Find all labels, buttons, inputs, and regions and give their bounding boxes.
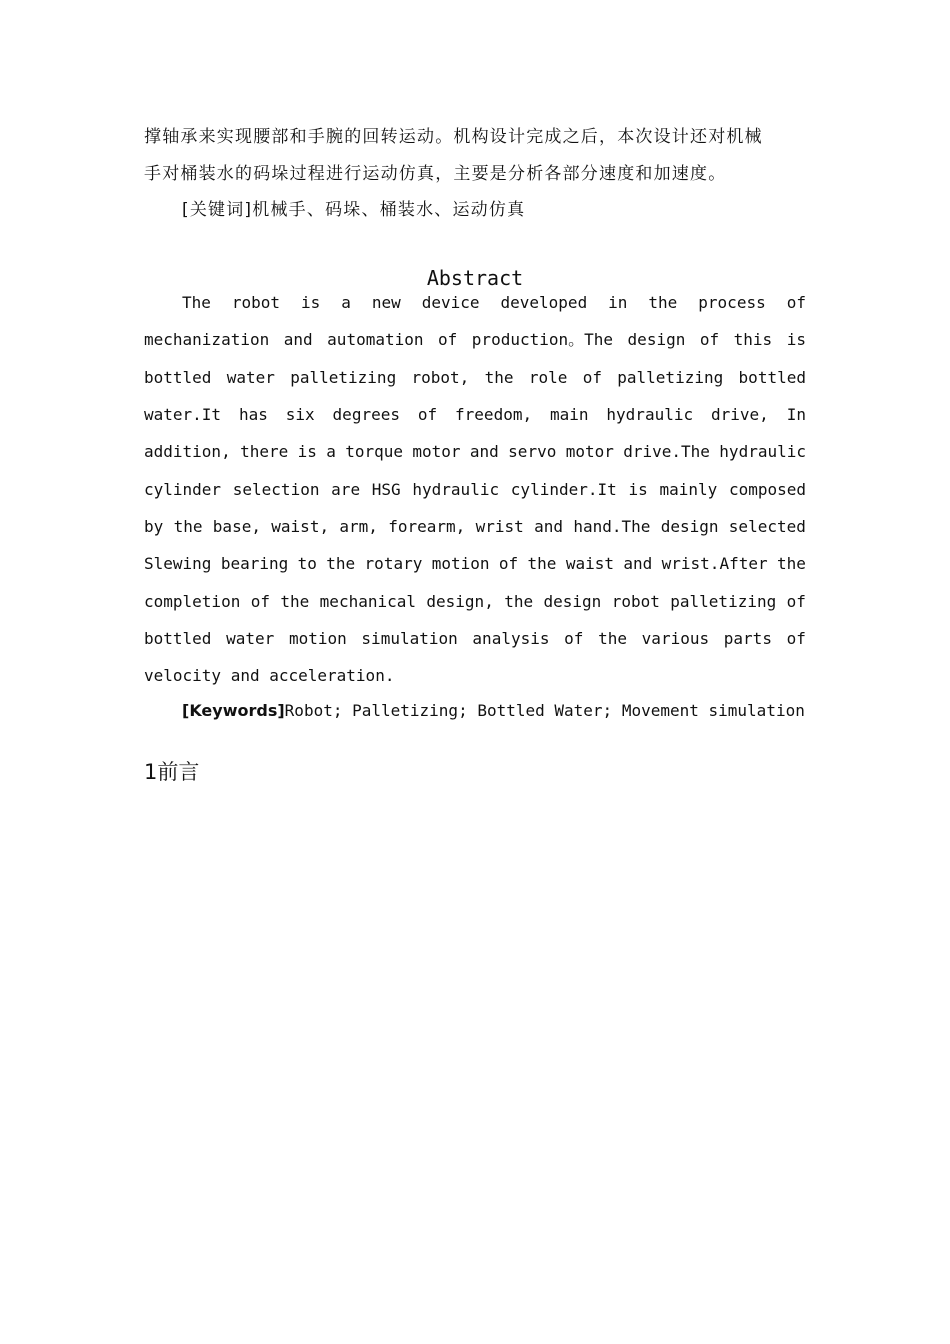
- abstract-word: process: [698, 293, 766, 312]
- abstract-word: the: [648, 293, 678, 312]
- abstract-word: completion: [144, 592, 241, 611]
- abstract-word: forearm,: [388, 517, 466, 536]
- abstract-word: the: [326, 554, 356, 573]
- abstract-word: automation: [327, 330, 424, 349]
- abstract-word: to: [297, 554, 317, 573]
- abstract-word: hydraulic: [412, 480, 500, 499]
- abstract-word: the: [504, 592, 534, 611]
- abstract-word: degrees: [332, 405, 400, 424]
- abstract-word: is: [297, 442, 317, 461]
- abstract-word: and: [469, 442, 499, 461]
- abstract-word: the: [484, 368, 514, 387]
- abstract-word: a: [341, 293, 351, 312]
- abstract-word: and: [283, 330, 313, 349]
- abstract-word: and: [623, 554, 653, 573]
- abstract-word: waist: [565, 554, 614, 573]
- abstract-word: hand.The: [573, 517, 651, 536]
- abstract-word: selected: [728, 517, 806, 536]
- abstract-word: palletizing: [670, 592, 777, 611]
- abstract-word: the: [776, 554, 806, 573]
- abstract-word: hydraulic: [719, 442, 806, 461]
- abstract-word: design: [627, 330, 686, 349]
- abstract-line: [144, 364, 806, 392]
- abstract-line-last: velocity and acceleration.: [144, 666, 395, 685]
- abstract-word: main: [549, 405, 589, 424]
- abstract-word: and: [534, 517, 563, 536]
- keywords-text: Robot; Palletizing; Bottled Water; Movement simulation: [284, 701, 805, 720]
- abstract-word: the: [598, 629, 627, 648]
- abstract-heading: Abstract: [426, 266, 524, 290]
- abstract-line: [144, 401, 806, 429]
- abstract-word: The: [182, 293, 211, 312]
- abstract-word: robot: [611, 592, 660, 611]
- abstract-word: servo: [508, 442, 557, 461]
- abstract-word: of: [417, 405, 438, 424]
- abstract-word: wrist.After: [661, 554, 768, 573]
- abstract-line: [144, 588, 806, 616]
- keywords-label: [Keywords]: [182, 701, 285, 720]
- abstract-word: of: [250, 592, 270, 611]
- abstract-word: six: [285, 405, 315, 424]
- abstract-word: hydraulic: [606, 405, 694, 424]
- abstract-word: there: [240, 442, 289, 461]
- abstract-word: cylinder: [144, 480, 222, 499]
- abstract-line: [182, 289, 806, 317]
- abstract-word: mechanization: [144, 330, 270, 349]
- abstract-word: by: [144, 517, 164, 536]
- abstract-line: [144, 476, 806, 504]
- abstract-word: bearing: [220, 554, 289, 573]
- abstract-word: of: [786, 592, 806, 611]
- abstract-word: bottled: [144, 368, 212, 387]
- abstract-word: freedom,: [455, 405, 533, 424]
- abstract-line: [144, 625, 806, 653]
- abstract-word: a: [326, 442, 336, 461]
- abstract-word: palletizing: [290, 368, 397, 387]
- abstract-word: HSG: [371, 480, 401, 499]
- abstract-word: various: [641, 629, 710, 648]
- abstract-word: is: [628, 480, 648, 499]
- abstract-word: base,: [212, 517, 261, 536]
- abstract-word: parts: [723, 629, 772, 648]
- abstract-word: torque: [345, 442, 404, 461]
- abstract-word: robot: [231, 293, 281, 312]
- abstract-word: motion: [431, 554, 490, 573]
- abstract-word: bottled: [144, 629, 212, 648]
- abstract-word: of: [498, 554, 519, 573]
- abstract-word: waist,: [271, 517, 330, 536]
- abstract-word: of: [438, 330, 458, 349]
- abstract-word: design,: [426, 592, 494, 611]
- abstract-word: of: [786, 629, 806, 648]
- abstract-word: motor: [412, 442, 461, 461]
- abstract-word: cylinder.It: [510, 480, 617, 499]
- abstract-word: is: [301, 293, 321, 312]
- abstract-word: water.It: [144, 405, 222, 424]
- abstract-word: palletizing: [617, 368, 724, 387]
- abstract-word: of: [786, 293, 806, 312]
- abstract-word: design: [543, 592, 602, 611]
- abstract-word: arm,: [339, 517, 378, 536]
- abstract-word: in: [608, 293, 628, 312]
- abstract-word: water: [226, 368, 275, 387]
- abstract-word: production。The: [471, 330, 614, 349]
- abstract-word: wrist: [475, 517, 524, 536]
- abstract-word: of: [582, 368, 602, 387]
- abstract-word: the: [280, 592, 310, 611]
- abstract-word: rotary: [364, 554, 423, 573]
- abstract-keywords: [182, 697, 805, 725]
- abstract-word: drive.The: [623, 442, 710, 461]
- abstract-word: mainly: [659, 480, 718, 499]
- abstract-word: bottled: [738, 368, 806, 387]
- abstract-word: of: [564, 629, 584, 648]
- chinese-keywords: [关键词]机械手、码垛、桶装水、运动仿真: [182, 200, 526, 220]
- chinese-abstract-line-2: 手对桶装水的码垛过程进行运动仿真，主要是分析各部分速度和加速度。: [144, 164, 727, 184]
- abstract-word: water: [226, 629, 275, 648]
- abstract-line: [144, 326, 806, 354]
- abstract-word: has: [238, 405, 268, 424]
- abstract-word: is: [786, 330, 806, 349]
- abstract-word: selection: [232, 480, 320, 499]
- abstract-word: role: [528, 368, 568, 387]
- abstract-word: analysis: [472, 629, 550, 648]
- abstract-word: are: [331, 480, 361, 499]
- abstract-word: the: [527, 554, 557, 573]
- abstract-word: composed: [728, 480, 806, 499]
- abstract-word: new: [371, 293, 401, 312]
- section-heading: 1前言: [144, 760, 200, 784]
- abstract-word: In: [786, 405, 806, 424]
- abstract-word: of: [699, 330, 720, 349]
- abstract-word: device: [421, 293, 480, 312]
- abstract-word: Slewing: [144, 554, 212, 573]
- chinese-abstract-line-1: 撑轴承来实现腰部和手腕的回转运动。机构设计完成之后，本次设计还对机械: [144, 127, 763, 147]
- abstract-word: the: [173, 517, 203, 536]
- abstract-word: drive,: [711, 405, 769, 424]
- abstract-word: mechanical: [319, 592, 416, 611]
- abstract-line: [144, 513, 806, 541]
- abstract-word: robot,: [411, 368, 470, 387]
- abstract-word: developed: [500, 293, 588, 312]
- abstract-word: design: [660, 517, 719, 536]
- abstract-line: [144, 438, 806, 466]
- abstract-word: motion: [288, 629, 347, 648]
- abstract-word: simulation: [361, 629, 458, 648]
- abstract-word: this: [733, 330, 773, 349]
- abstract-word: addition,: [144, 442, 231, 461]
- abstract-line: [144, 550, 806, 578]
- abstract-word: motor: [565, 442, 614, 461]
